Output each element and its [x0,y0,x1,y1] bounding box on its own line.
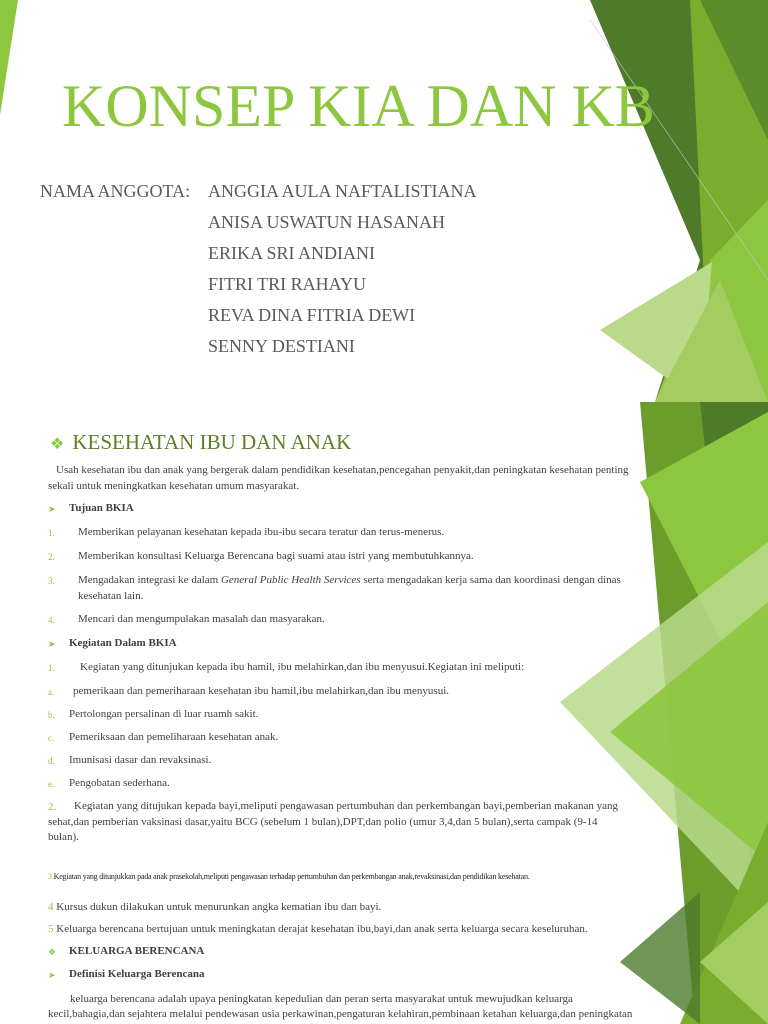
intro-line: sekali untuk meningkatkan kesehatan umum masyarakat. [48,480,300,492]
intro-line: Usah kesehatan ibu dan anak yang bergerak dalam pendidikan kesehatan,pencegahan penyakit,dan peningkatan kesehatan penting [56,464,629,476]
list-marker: e. [48,779,55,789]
member-name: ANISA USWATUN HASANAH [208,212,446,232]
member-row [40,271,477,302]
member-row [40,209,477,240]
list-marker: 2. [48,552,55,562]
diamond-bullet-icon: ❖ [48,947,57,957]
tujuan-item: Memberikan konsultasi Keluarga Berencana bagi suami atau istri yang membutuhkannya. [78,550,474,562]
tujuan-title: Tujuan BKIA [69,502,134,514]
sub-item: Pertolongan persalinan di luar ruamh sakit. [69,708,259,720]
list-marker: 1. [48,663,55,673]
list-marker: d. [48,756,55,766]
members-label: NAMA ANGGOTA: [40,181,191,201]
kegiatan-item: Kegiatan yang ditujukan kepada bayi,meliputi pengawasan pertumbuhan dan perkembangan bayi,pemberian makanan yang [74,800,619,812]
chevron-right-icon: ➤ [48,639,56,649]
kb-title: KELUARGA BERENCANA [69,945,205,957]
sub-item: Imunisasi dasar dan revaksinasi. [69,754,212,766]
sub-item: Pengobatan sederhana. [69,777,170,789]
tujuan-item: Mengadakan integrasi ke dalam General Public Health Services serta mengadakan kerja sama dan koordinasi dengan dinas [78,574,621,586]
tujuan-item: Mencari dan mengumpulakan masalah dan masyarakan. [78,613,325,625]
tujuan-item-cont: kesehatan lain. [78,590,144,602]
chevron-right-icon: ➤ [48,504,56,514]
definisi-line: keluarga berencana adalah upaya peningkatan kepedulian dan peran serta masyarakat untuk mewujudkan keluarga [70,993,573,1005]
member-row [40,333,477,364]
kegiatan-title: Kegiatan Dalam BKIA [69,637,177,649]
kegiatan-item-5: 5 Keluarga berencana bertujuan untuk meningkatan derajat kesehatan ibu,bayi,dan anak serta keluarga secara keseluruhan. [48,923,588,935]
member-name: REVA DINA FITRIA DEWI [208,305,416,325]
sub-item: pemerikaan dan pemeriharaan kesehatan ibu hamil,ibu melahirkan,dan ibu menyusui. [73,685,450,697]
list-marker: 3. [48,576,55,586]
member-name: FITRI TRI RAHAYU [208,274,367,294]
list-marker: 1. [48,528,55,538]
member-name: ANGGIA AULA NAFTALISTIANA [208,181,477,201]
content-slide [0,402,768,1024]
tujuan-item: Memberikan pelayanan kesehatan kepada ibu-ibu secara teratur dan terus-menerus. [78,526,445,538]
kegiatan-item-4: 4 Kursus dukun dilakukan untuk menurunkan angka kematian ibu dan bayi. [48,901,382,913]
member-list [40,178,477,364]
kegiatan-item-3: 3 Kegiatan yang ditunjukkan pada anak prasekolah,meliputi pengawasan terhadap pertumbuhan dan perkembangan anak,revaksinasi,dan pendidikan kesehatan. [48,872,530,881]
member-row [40,302,477,333]
definisi-title: Definisi Keluarga Berencana [69,968,205,980]
diamond-bullet-icon: ❖ [50,436,65,453]
list-marker: 4. [48,615,55,625]
list-marker: c. [48,733,55,743]
kegiatan-item: Kegiatan yang ditunjukan kepada ibu hamil, ibu melahirkan,dan ibu menyusui.Kegiatan ini meliputi: [80,661,525,673]
list-marker: 2. [48,801,57,813]
title-slide [0,0,768,402]
member-name: ERIKA SRI ANDIANI [208,243,376,263]
slide-title: KONSEP KIA DAN KB [62,73,655,139]
member-row [40,240,477,271]
kegiatan-item-cont: bulan). [48,831,79,843]
sub-item: Pemeriksaan dan pemeliharaan kesehatan anak. [69,731,279,743]
kegiatan-item-cont: sehat,dan pemberian vaksinasi dasar,yaitu BCG (sebelum 1 bulan),DPT,dan polio (umur 3,4,dan 5 bulan),serta campak (9-14 [48,816,598,828]
list-marker: a. [48,687,55,697]
list-marker: b. [48,710,55,720]
chevron-right-icon: ➤ [48,970,56,980]
heading-text: KESEHATAN IBU DAN ANAK [72,430,352,454]
definisi-line: kecil,bahagia,dan sejahtera melalui pendewasan usia perkawinan,pengaturan kelahiran,pembinaan ketahan keluarga,dan peningkatan [48,1008,633,1020]
section-heading [50,430,352,454]
member-name: SENNY DESTIANI [208,336,355,356]
member-row [40,178,477,209]
